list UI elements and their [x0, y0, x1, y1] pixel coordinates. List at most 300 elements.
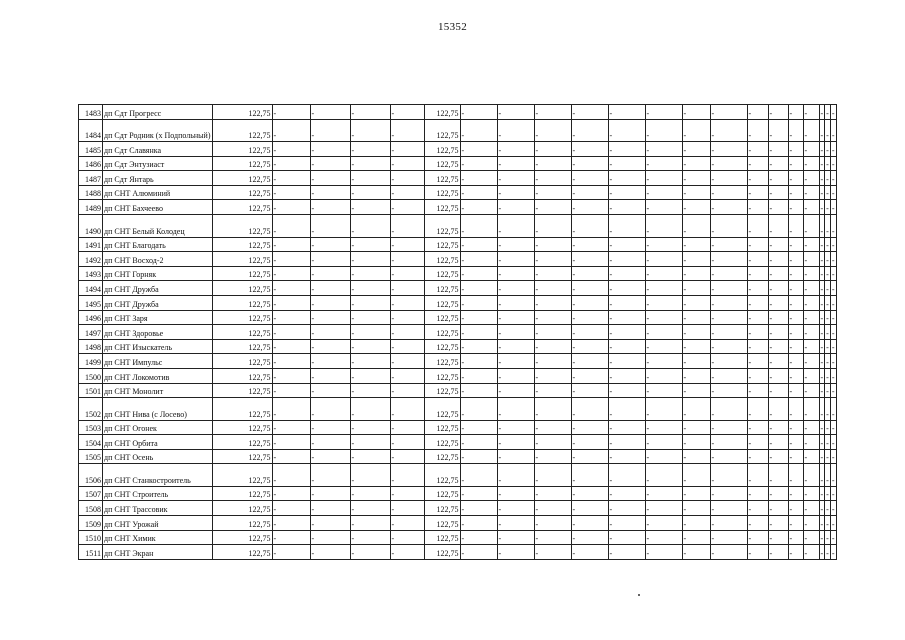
empty-cell: -	[272, 530, 310, 545]
empty-cell: -	[710, 119, 747, 142]
empty-cell: -	[830, 281, 836, 296]
empty-cell: -	[534, 325, 571, 340]
value-cell: 122,75	[424, 383, 460, 398]
empty-cell: -	[608, 171, 645, 186]
empty-cell: -	[682, 200, 710, 215]
empty-cell: -	[768, 266, 788, 281]
empty-cell: -	[310, 383, 350, 398]
empty-cell: -	[788, 310, 803, 325]
empty-cell: -	[825, 281, 831, 296]
empty-cell: -	[571, 185, 608, 200]
empty-cell: -	[534, 545, 571, 560]
empty-cell: -	[803, 237, 819, 252]
empty-cell: -	[788, 501, 803, 516]
settlement-name-cell: дп СНТ Нива (с Лосево)	[103, 398, 213, 421]
settlement-name-cell: дп СНТ Орбита	[103, 435, 213, 450]
empty-cell: -	[497, 354, 534, 369]
empty-cell: -	[825, 383, 831, 398]
empty-cell: -	[710, 516, 747, 531]
settlements-table	[78, 104, 837, 560]
empty-cell: -	[768, 339, 788, 354]
empty-cell: -	[825, 171, 831, 186]
empty-cell: -	[272, 119, 310, 142]
empty-cell: -	[460, 119, 497, 142]
empty-cell: -	[497, 501, 534, 516]
empty-cell: -	[768, 281, 788, 296]
empty-cell: -	[350, 185, 390, 200]
empty-cell: -	[571, 339, 608, 354]
empty-cell: -	[819, 545, 825, 560]
empty-cell: -	[310, 501, 350, 516]
empty-cell: -	[645, 156, 682, 171]
empty-cell: -	[272, 368, 310, 383]
empty-cell: -	[534, 105, 571, 120]
empty-cell: -	[497, 281, 534, 296]
empty-cell: -	[819, 142, 825, 157]
empty-cell: -	[682, 464, 710, 487]
empty-cell: -	[747, 398, 768, 421]
empty-cell: -	[390, 516, 424, 531]
empty-cell: -	[310, 237, 350, 252]
empty-cell: -	[350, 354, 390, 369]
table-row	[79, 281, 837, 296]
empty-cell: -	[534, 200, 571, 215]
value-cell: 122,75	[212, 486, 272, 501]
table-row	[79, 310, 837, 325]
empty-cell: -	[460, 310, 497, 325]
empty-cell: -	[682, 266, 710, 281]
row-number-cell: 1491	[79, 237, 103, 252]
empty-cell: -	[310, 295, 350, 310]
table-row	[79, 501, 837, 516]
empty-cell: -	[608, 185, 645, 200]
empty-cell: -	[272, 142, 310, 157]
empty-cell: -	[534, 435, 571, 450]
empty-cell: -	[534, 368, 571, 383]
empty-cell: -	[768, 215, 788, 238]
empty-cell: -	[460, 420, 497, 435]
empty-cell: -	[460, 325, 497, 340]
row-number-cell: 1496	[79, 310, 103, 325]
empty-cell: -	[819, 266, 825, 281]
empty-cell: -	[747, 420, 768, 435]
table-row	[79, 339, 837, 354]
row-number-cell: 1485	[79, 142, 103, 157]
empty-cell: -	[460, 354, 497, 369]
empty-cell: -	[350, 545, 390, 560]
empty-cell: -	[747, 501, 768, 516]
empty-cell: -	[350, 435, 390, 450]
empty-cell: -	[825, 215, 831, 238]
empty-cell: -	[608, 119, 645, 142]
empty-cell: -	[830, 119, 836, 142]
empty-cell: -	[682, 383, 710, 398]
empty-cell: -	[825, 252, 831, 267]
empty-cell: -	[682, 486, 710, 501]
empty-cell: -	[390, 281, 424, 296]
empty-cell: -	[747, 516, 768, 531]
empty-cell: -	[825, 486, 831, 501]
empty-cell: -	[768, 449, 788, 464]
empty-cell: -	[830, 171, 836, 186]
empty-cell: -	[803, 156, 819, 171]
value-cell: 122,75	[212, 530, 272, 545]
value-cell: 122,75	[212, 339, 272, 354]
empty-cell: -	[571, 252, 608, 267]
empty-cell: -	[803, 383, 819, 398]
empty-cell: -	[819, 237, 825, 252]
empty-cell: -	[608, 398, 645, 421]
table-row	[79, 171, 837, 186]
table-row	[79, 449, 837, 464]
empty-cell: -	[310, 105, 350, 120]
empty-cell: -	[390, 171, 424, 186]
empty-cell: -	[497, 516, 534, 531]
empty-cell: -	[534, 252, 571, 267]
value-cell: 122,75	[212, 310, 272, 325]
empty-cell: -	[390, 435, 424, 450]
empty-cell: -	[830, 545, 836, 560]
empty-cell: -	[682, 310, 710, 325]
empty-cell: -	[608, 142, 645, 157]
empty-cell: -	[830, 237, 836, 252]
empty-cell: -	[272, 449, 310, 464]
empty-cell: -	[825, 545, 831, 560]
empty-cell: -	[350, 339, 390, 354]
row-number-cell: 1486	[79, 156, 103, 171]
empty-cell: -	[768, 398, 788, 421]
empty-cell: -	[608, 486, 645, 501]
empty-cell: -	[310, 545, 350, 560]
table-row	[79, 435, 837, 450]
value-cell: 122,75	[424, 398, 460, 421]
empty-cell: -	[747, 237, 768, 252]
empty-cell: -	[310, 530, 350, 545]
empty-cell: -	[350, 310, 390, 325]
value-cell: 122,75	[424, 185, 460, 200]
value-cell: 122,75	[424, 237, 460, 252]
empty-cell: -	[682, 325, 710, 340]
empty-cell: -	[710, 530, 747, 545]
empty-cell: -	[390, 215, 424, 238]
empty-cell: -	[747, 185, 768, 200]
value-cell: 122,75	[212, 464, 272, 487]
empty-cell: -	[710, 105, 747, 120]
empty-cell: -	[710, 266, 747, 281]
empty-cell: -	[747, 200, 768, 215]
empty-cell: -	[825, 339, 831, 354]
empty-cell: -	[497, 156, 534, 171]
table-row	[79, 215, 837, 238]
empty-cell: -	[645, 237, 682, 252]
empty-cell: -	[272, 516, 310, 531]
empty-cell: -	[608, 530, 645, 545]
empty-cell: -	[768, 383, 788, 398]
empty-cell: -	[830, 449, 836, 464]
empty-cell: -	[497, 237, 534, 252]
empty-cell: -	[272, 237, 310, 252]
empty-cell: -	[534, 281, 571, 296]
empty-cell: -	[608, 215, 645, 238]
settlement-name-cell: дп СНТ Монолит	[103, 383, 213, 398]
value-cell: 122,75	[424, 530, 460, 545]
empty-cell: -	[608, 501, 645, 516]
settlement-name-cell: дп СНТ Изыскатель	[103, 339, 213, 354]
empty-cell: -	[825, 119, 831, 142]
empty-cell: -	[825, 516, 831, 531]
empty-cell: -	[788, 325, 803, 340]
value-cell: 122,75	[424, 449, 460, 464]
empty-cell: -	[497, 171, 534, 186]
empty-cell: -	[310, 252, 350, 267]
empty-cell: -	[497, 325, 534, 340]
empty-cell: -	[682, 237, 710, 252]
empty-cell: -	[682, 398, 710, 421]
empty-cell: -	[819, 530, 825, 545]
empty-cell: -	[534, 310, 571, 325]
empty-cell: -	[747, 156, 768, 171]
empty-cell: -	[747, 215, 768, 238]
empty-cell: -	[645, 142, 682, 157]
empty-cell: -	[788, 156, 803, 171]
empty-cell: -	[803, 435, 819, 450]
empty-cell: -	[768, 325, 788, 340]
empty-cell: -	[534, 119, 571, 142]
value-cell: 122,75	[424, 545, 460, 560]
value-cell: 122,75	[424, 486, 460, 501]
empty-cell: -	[830, 398, 836, 421]
settlement-name-cell: дп СНТ Заря	[103, 310, 213, 325]
empty-cell: -	[608, 156, 645, 171]
empty-cell: -	[571, 142, 608, 157]
empty-cell: -	[571, 215, 608, 238]
empty-cell: -	[819, 501, 825, 516]
empty-cell: -	[803, 266, 819, 281]
empty-cell: -	[272, 464, 310, 487]
row-number-cell: 1510	[79, 530, 103, 545]
empty-cell: -	[350, 119, 390, 142]
empty-cell: -	[830, 354, 836, 369]
empty-cell: -	[803, 325, 819, 340]
empty-cell: -	[710, 486, 747, 501]
empty-cell: -	[825, 237, 831, 252]
empty-cell: -	[571, 325, 608, 340]
empty-cell: -	[645, 266, 682, 281]
empty-cell: -	[390, 119, 424, 142]
value-cell: 122,75	[424, 339, 460, 354]
empty-cell: -	[608, 200, 645, 215]
empty-cell: -	[682, 368, 710, 383]
row-number-cell: 1490	[79, 215, 103, 238]
empty-cell: -	[571, 530, 608, 545]
settlement-name-cell: дп СНТ Восход-2	[103, 252, 213, 267]
table-row	[79, 464, 837, 487]
empty-cell: -	[571, 464, 608, 487]
empty-cell: -	[803, 530, 819, 545]
empty-cell: -	[803, 516, 819, 531]
empty-cell: -	[645, 200, 682, 215]
empty-cell: -	[350, 171, 390, 186]
empty-cell: -	[460, 530, 497, 545]
empty-cell: -	[390, 200, 424, 215]
empty-cell: -	[710, 281, 747, 296]
settlement-name-cell: дп СНТ Горняк	[103, 266, 213, 281]
empty-cell: -	[710, 420, 747, 435]
value-cell: 122,75	[212, 398, 272, 421]
empty-cell: -	[571, 486, 608, 501]
empty-cell: -	[682, 252, 710, 267]
empty-cell: -	[819, 368, 825, 383]
empty-cell: -	[272, 156, 310, 171]
empty-cell: -	[830, 142, 836, 157]
empty-cell: -	[825, 464, 831, 487]
empty-cell: -	[571, 354, 608, 369]
value-cell: 122,75	[424, 464, 460, 487]
empty-cell: -	[350, 237, 390, 252]
table-row	[79, 237, 837, 252]
row-number-cell: 1511	[79, 545, 103, 560]
empty-cell: -	[310, 281, 350, 296]
empty-cell: -	[645, 171, 682, 186]
empty-cell: -	[682, 156, 710, 171]
empty-cell: -	[768, 530, 788, 545]
empty-cell: -	[710, 156, 747, 171]
empty-cell: -	[710, 398, 747, 421]
empty-cell: -	[768, 516, 788, 531]
empty-cell: -	[608, 545, 645, 560]
value-cell: 122,75	[424, 501, 460, 516]
settlement-name-cell: дп СНТ Трассовик	[103, 501, 213, 516]
table-row	[79, 142, 837, 157]
empty-cell: -	[460, 464, 497, 487]
empty-cell: -	[830, 420, 836, 435]
empty-cell: -	[350, 516, 390, 531]
empty-cell: -	[350, 530, 390, 545]
empty-cell: -	[747, 295, 768, 310]
empty-cell: -	[534, 464, 571, 487]
table-row	[79, 516, 837, 531]
empty-cell: -	[830, 530, 836, 545]
value-cell: 122,75	[212, 156, 272, 171]
empty-cell: -	[788, 545, 803, 560]
empty-cell: -	[819, 215, 825, 238]
empty-cell: -	[819, 398, 825, 421]
empty-cell: -	[350, 281, 390, 296]
empty-cell: -	[350, 449, 390, 464]
empty-cell: -	[803, 449, 819, 464]
empty-cell: -	[710, 310, 747, 325]
empty-cell: -	[272, 185, 310, 200]
table-row	[79, 185, 837, 200]
settlement-name-cell: дп СНТ Экран	[103, 545, 213, 560]
empty-cell: -	[497, 252, 534, 267]
row-number-cell: 1493	[79, 266, 103, 281]
empty-cell: -	[788, 105, 803, 120]
empty-cell: -	[571, 200, 608, 215]
empty-cell: -	[788, 171, 803, 186]
empty-cell: -	[534, 354, 571, 369]
empty-cell: -	[825, 449, 831, 464]
empty-cell: -	[682, 171, 710, 186]
empty-cell: -	[747, 105, 768, 120]
row-number-cell: 1500	[79, 368, 103, 383]
table-row	[79, 354, 837, 369]
empty-cell: -	[768, 252, 788, 267]
value-cell: 122,75	[212, 435, 272, 450]
empty-cell: -	[534, 449, 571, 464]
empty-cell: -	[460, 501, 497, 516]
empty-cell: -	[788, 420, 803, 435]
empty-cell: -	[534, 530, 571, 545]
value-cell: 122,75	[424, 171, 460, 186]
empty-cell: -	[608, 420, 645, 435]
empty-cell: -	[819, 185, 825, 200]
empty-cell: -	[682, 119, 710, 142]
empty-cell: -	[390, 501, 424, 516]
empty-cell: -	[608, 252, 645, 267]
empty-cell: -	[768, 486, 788, 501]
empty-cell: -	[390, 383, 424, 398]
settlement-name-cell: дп СНТ Алюминий	[103, 185, 213, 200]
empty-cell: -	[830, 464, 836, 487]
empty-cell: -	[350, 200, 390, 215]
empty-cell: -	[350, 266, 390, 281]
value-cell: 122,75	[212, 545, 272, 560]
empty-cell: -	[310, 449, 350, 464]
row-number-cell: 1483	[79, 105, 103, 120]
row-number-cell: 1505	[79, 449, 103, 464]
empty-cell: -	[350, 383, 390, 398]
empty-cell: -	[571, 310, 608, 325]
value-cell: 122,75	[212, 119, 272, 142]
empty-cell: -	[497, 105, 534, 120]
empty-cell: -	[272, 310, 310, 325]
empty-cell: -	[350, 156, 390, 171]
empty-cell: -	[571, 383, 608, 398]
empty-cell: -	[571, 119, 608, 142]
empty-cell: -	[310, 354, 350, 369]
empty-cell: -	[710, 295, 747, 310]
settlement-name-cell: дп СНТ Химик	[103, 530, 213, 545]
empty-cell: -	[803, 215, 819, 238]
settlement-name-cell: дп СНТ Огонек	[103, 420, 213, 435]
empty-cell: -	[682, 530, 710, 545]
empty-cell: -	[350, 368, 390, 383]
empty-cell: -	[390, 464, 424, 487]
empty-cell: -	[390, 105, 424, 120]
empty-cell: -	[272, 105, 310, 120]
settlement-name-cell: дп СНТ Дружба	[103, 281, 213, 296]
empty-cell: -	[350, 420, 390, 435]
empty-cell: -	[571, 156, 608, 171]
table-body	[79, 105, 837, 560]
empty-cell: -	[710, 435, 747, 450]
empty-cell: -	[310, 200, 350, 215]
settlement-name-cell: дп СНТ Осень	[103, 449, 213, 464]
empty-cell: -	[534, 185, 571, 200]
empty-cell: -	[768, 119, 788, 142]
empty-cell: -	[830, 200, 836, 215]
empty-cell: -	[571, 420, 608, 435]
empty-cell: -	[788, 200, 803, 215]
empty-cell: -	[390, 325, 424, 340]
value-cell: 122,75	[212, 142, 272, 157]
empty-cell: -	[768, 237, 788, 252]
empty-cell: -	[768, 171, 788, 186]
empty-cell: -	[310, 171, 350, 186]
empty-cell: -	[310, 185, 350, 200]
value-cell: 122,75	[212, 237, 272, 252]
